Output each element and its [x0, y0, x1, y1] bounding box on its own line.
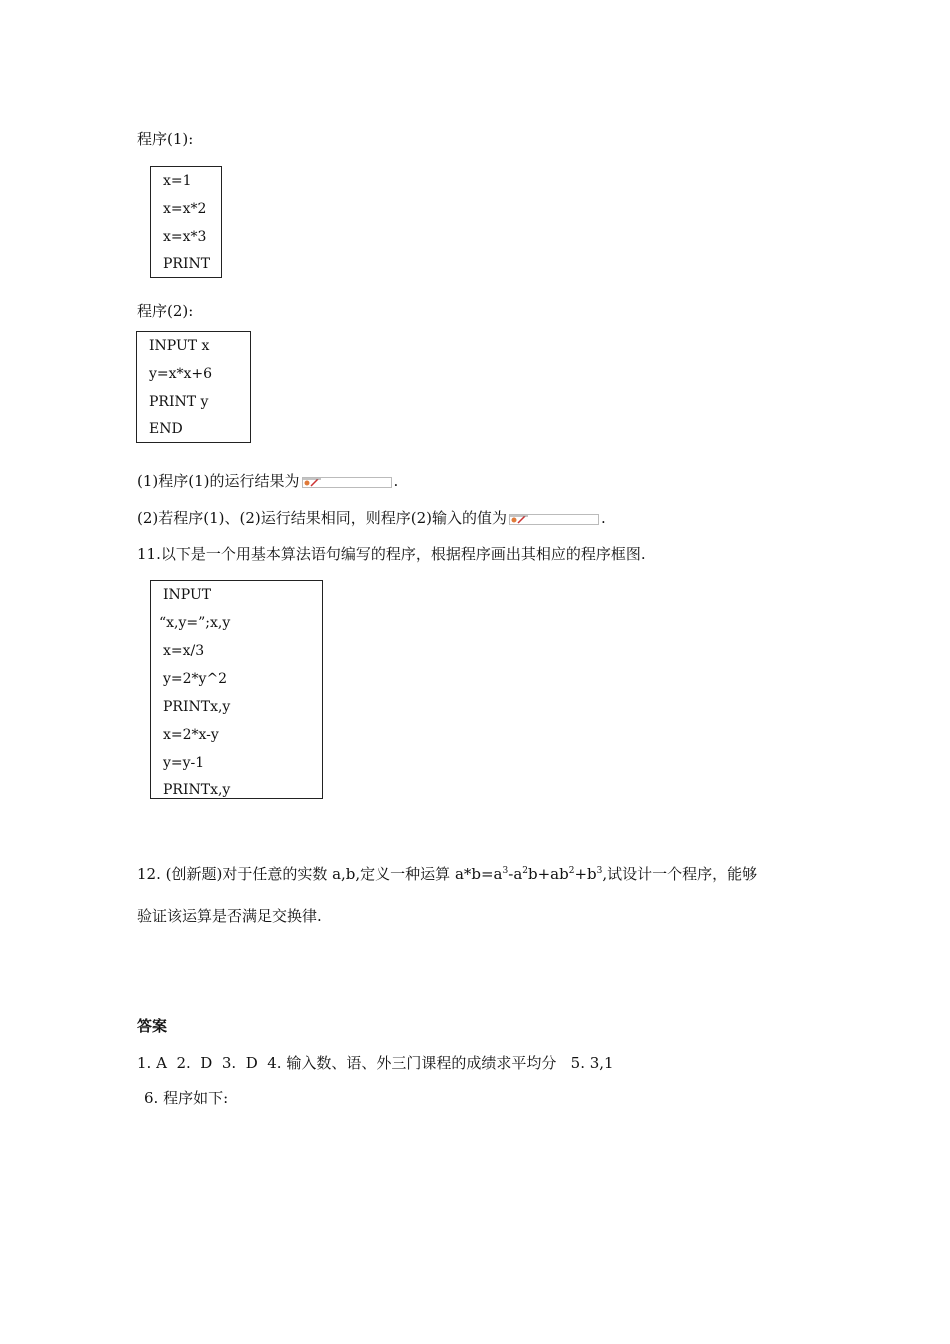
question-1-text: (1)程序(1)的运行结果为 [137, 472, 300, 490]
code-line: INPUT [163, 587, 212, 603]
code-line: PRINT y [149, 394, 209, 410]
code-line: y=x*x+6 [149, 366, 213, 382]
code-line: x=1 [163, 173, 192, 189]
answer-blank[interactable] [302, 477, 392, 488]
question-1 [137, 470, 398, 491]
question-2-end: . [601, 509, 606, 527]
program1-heading: 程序(1): [137, 130, 194, 148]
program1-code-box [150, 166, 222, 278]
question-2 [137, 507, 606, 528]
question-12-line1 [137, 863, 757, 884]
q12-exponent: 3 [596, 866, 603, 876]
broken-image-icon [303, 478, 321, 487]
code-line: PRINT [163, 256, 211, 272]
answers-line-2: 6. 程序如下: [144, 1089, 229, 1107]
broken-image-icon [510, 515, 528, 524]
code-line: PRINTx,y [163, 699, 231, 715]
q12-term: -a [508, 865, 523, 883]
code-line: x=x/3 [163, 643, 205, 659]
code-line: y=y-1 [163, 755, 205, 771]
code-line: x=x*3 [163, 229, 207, 245]
q12-term: b+ab [528, 865, 569, 883]
question-1-end: . [393, 472, 399, 490]
q12-exponent: 2 [568, 866, 575, 876]
q12-term: +b [574, 865, 597, 883]
answers-title: 答案 [137, 1017, 168, 1035]
code-line: INPUT x [149, 338, 210, 354]
code-line: PRINTx,y [163, 782, 231, 798]
question-2-text: (2)若程序(1)、(2)运行结果相同，则程序(2)输入的值为 [137, 509, 507, 527]
code-line: x=2*x-y [163, 727, 219, 743]
answer-blank[interactable] [509, 514, 599, 525]
question-12-line2: 验证该运算是否满足交换律. [137, 907, 322, 925]
question-11: 11.以下是一个用基本算法语句编写的程序，根据程序画出其相应的程序框图. [137, 545, 646, 563]
code-line: x=x*2 [163, 201, 207, 217]
program2-heading: 程序(2): [137, 302, 194, 320]
q12-exponent: 2 [522, 866, 528, 876]
q12-exponent: 3 [502, 866, 509, 876]
q12-suffix: ,试设计一个程序，能够 [602, 865, 758, 883]
code-line: “x,y=”;x,y [159, 615, 231, 631]
program2-code-box [136, 331, 251, 443]
code-line: y=2*y^2 [163, 671, 228, 687]
answers-line-1: 1. A 2. D 3. D 4. 输入数、语、外三门课程的成绩求平均分 5. 3,1 [137, 1054, 614, 1072]
program3-code-box [150, 580, 323, 799]
q12-prefix: 12. (创新题)对于任意的实数 a,b,定义一种运算 a*b=a [137, 865, 503, 883]
code-line: END [149, 421, 183, 437]
